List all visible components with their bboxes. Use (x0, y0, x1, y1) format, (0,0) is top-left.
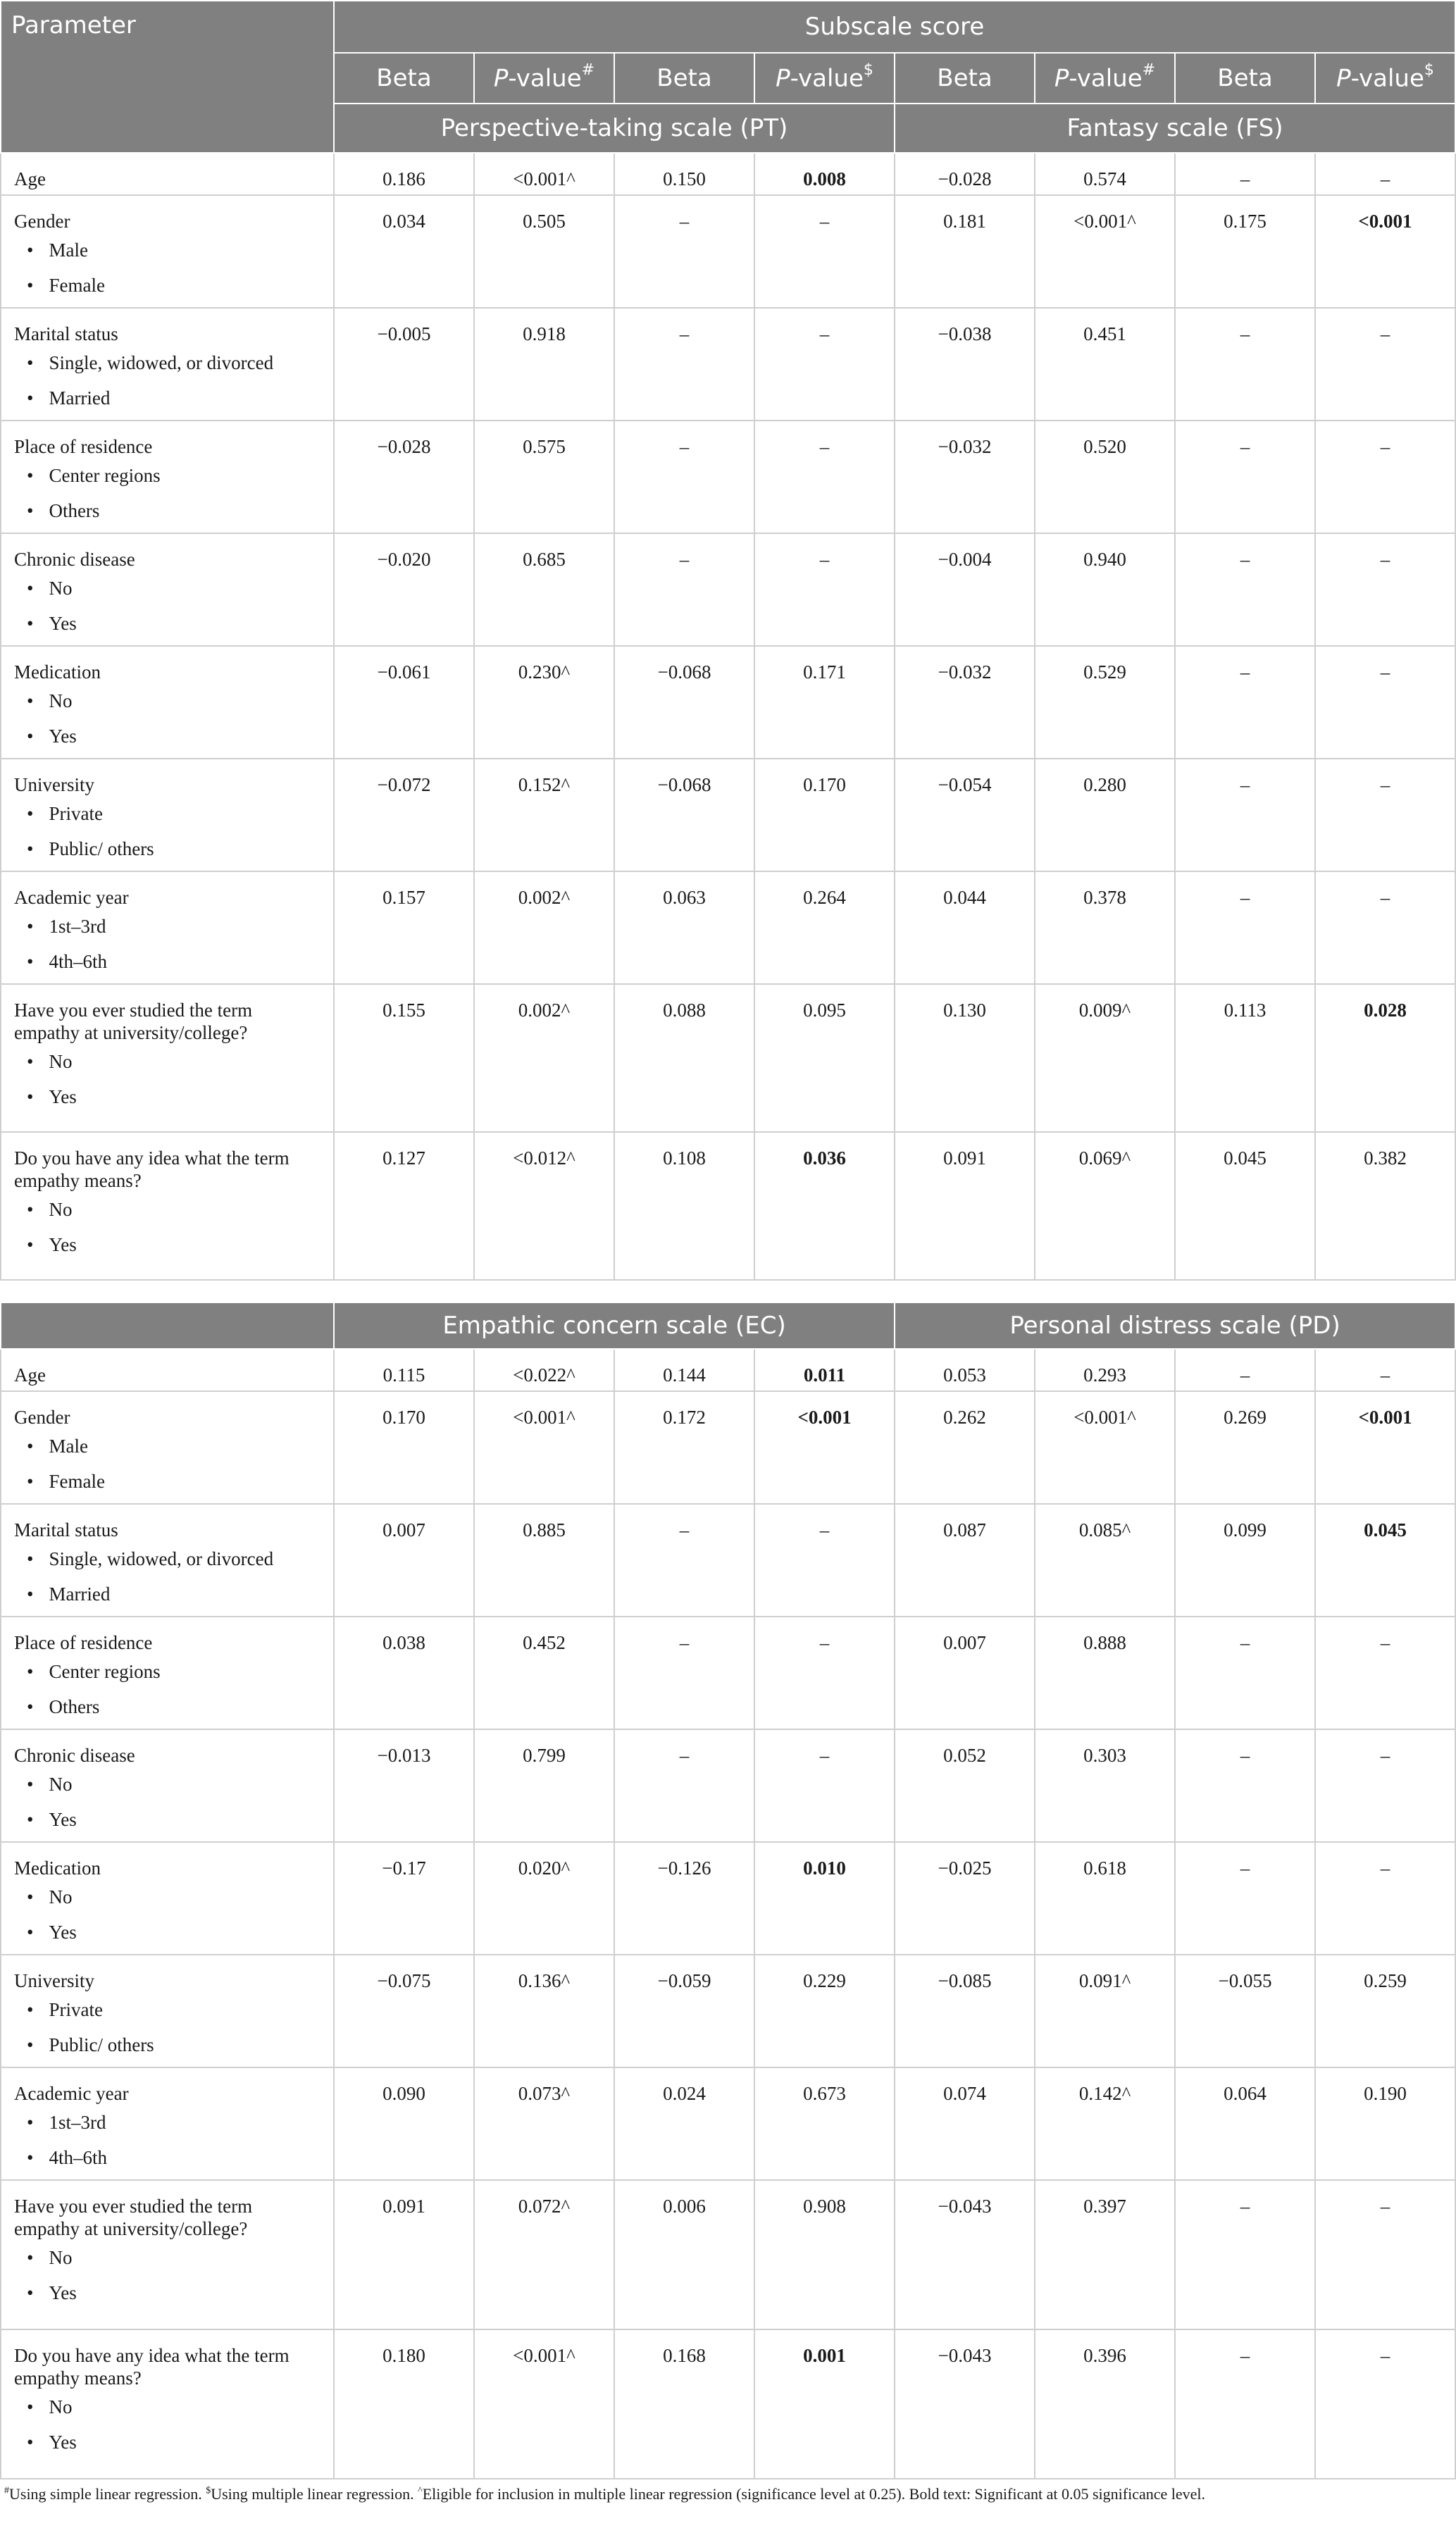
p-value-cell: 0.685 (474, 533, 614, 646)
p-value-cell: 0.397 (1035, 2180, 1175, 2329)
parameter-header: Parameter (1, 1, 334, 153)
parameter-name: Marital status (14, 323, 118, 344)
p-value-cell: 0.091^ (1035, 1955, 1175, 2067)
beta-cell: −0.004 (895, 533, 1035, 646)
beta-cell: −0.068 (614, 759, 754, 871)
beta-cell: – (614, 421, 754, 533)
category-bullet: • Yes (14, 1227, 333, 1262)
p-value-cell: – (1315, 153, 1455, 195)
category-bullet: • Male (14, 232, 333, 268)
regression-table-2 (0, 1302, 1456, 2479)
beta-cell: −0.059 (614, 1955, 754, 2067)
beta-cell: 0.034 (334, 195, 474, 308)
parameter-label-cell (1, 646, 334, 759)
beta-cell: – (1175, 1842, 1315, 1955)
beta-cell: 0.127 (334, 1132, 474, 1280)
p-value-cell: – (1315, 2180, 1455, 2329)
category-bullet: • Center regions (14, 458, 333, 493)
beta-cell: −0.068 (614, 646, 754, 759)
p-value-cell: 0.888 (1035, 1617, 1175, 1729)
beta-header: Beta (1175, 53, 1315, 104)
beta-cell: 0.087 (895, 1504, 1035, 1617)
beta-cell: – (1175, 1729, 1315, 1842)
parameter-label-cell (1, 308, 334, 421)
p-value-cell: 0.230^ (474, 646, 614, 759)
category-bullet: • Others (14, 493, 333, 528)
p-value-cell: 0.452 (474, 1617, 614, 1729)
p-value-simple-header: P-value# (1035, 53, 1175, 104)
table-row (1, 308, 1455, 421)
beta-cell: 0.175 (1175, 195, 1315, 308)
p-value-cell: <0.001^ (474, 1391, 614, 1504)
beta-cell: 0.181 (895, 195, 1035, 308)
category-bullet: • Yes (14, 718, 333, 754)
beta-header: Beta (334, 53, 474, 104)
p-value-cell: – (1315, 871, 1455, 984)
beta-cell: −0.028 (895, 153, 1035, 195)
p-value-cell: 0.190 (1315, 2067, 1455, 2180)
parameter-label-cell (1, 153, 334, 195)
p-value-cell: 0.940 (1035, 533, 1175, 646)
table-row (1, 195, 1455, 308)
beta-cell: – (1175, 871, 1315, 984)
parameter-name: empathy at university/college? (14, 2218, 248, 2239)
p-value-cell: 0.451 (1035, 308, 1175, 421)
beta-cell: 0.144 (614, 1349, 754, 1391)
category-bullet: • Others (14, 1689, 333, 1724)
beta-cell: −0.072 (334, 759, 474, 871)
beta-cell: – (1175, 646, 1315, 759)
beta-cell: 0.130 (895, 984, 1035, 1132)
p-value-cell: – (1315, 2329, 1455, 2479)
p-value-cell: 0.303 (1035, 1729, 1175, 1842)
p-value-cell: 0.618 (1035, 1842, 1175, 1955)
category-bullet: • No (14, 1044, 333, 1079)
parameter-label-cell (1, 1349, 334, 1391)
p-value-cell: <0.001^ (474, 2329, 614, 2479)
parameter-name: University (14, 1970, 94, 1991)
parameter-label-cell (1, 871, 334, 984)
table-row (1, 646, 1455, 759)
beta-cell: 0.038 (334, 1617, 474, 1729)
category-bullet: • Single, widowed, or divorced (14, 1541, 333, 1576)
beta-cell: 0.108 (614, 1132, 754, 1280)
parameter-name: Do you have any idea what the term (14, 2345, 290, 2366)
table-row (1, 1955, 1455, 2067)
table-row (1, 153, 1455, 195)
parameter-name: Academic year (14, 2083, 129, 2104)
p-value-cell: – (1315, 1349, 1455, 1391)
category-bullet: • Male (14, 1429, 333, 1464)
parameter-name: Have you ever studied the term (14, 2196, 253, 2217)
beta-cell: −0.126 (614, 1842, 754, 1955)
p-value-cell: – (1315, 1729, 1455, 1842)
category-bullet: • Public/ others (14, 831, 333, 866)
beta-cell: – (1175, 421, 1315, 533)
parameter-label-cell (1, 1391, 334, 1504)
category-bullet: • No (14, 683, 333, 718)
category-bullet: • Female (14, 1464, 333, 1499)
beta-cell: −0.028 (334, 421, 474, 533)
category-bullet: • No (14, 1879, 333, 1915)
beta-cell: – (1175, 759, 1315, 871)
table-row (1, 2067, 1455, 2180)
beta-cell: 0.091 (895, 1132, 1035, 1280)
beta-cell: −0.054 (895, 759, 1035, 871)
beta-cell: 0.113 (1175, 984, 1315, 1132)
beta-cell: – (614, 308, 754, 421)
beta-cell: – (614, 1504, 754, 1617)
parameter-name: Age (14, 168, 46, 189)
table-1-body (1, 153, 1455, 1280)
p-value-cell: 0.008 (754, 153, 895, 195)
p-value-cell: <0.001^ (1035, 195, 1175, 308)
parameter-label-cell (1, 2067, 334, 2180)
p-value-cell: 0.918 (474, 308, 614, 421)
parameter-name: Medication (14, 1857, 101, 1879)
p-value-simple-header: P-value# (474, 53, 614, 104)
p-value-cell: 0.529 (1035, 646, 1175, 759)
beta-cell: −0.055 (1175, 1955, 1315, 2067)
parameter-label-cell (1, 1617, 334, 1729)
beta-cell: 0.269 (1175, 1391, 1315, 1504)
p-value-cell: – (1315, 646, 1455, 759)
p-value-cell: – (754, 1729, 895, 1842)
beta-cell: 0.170 (334, 1391, 474, 1504)
beta-cell: 0.053 (895, 1349, 1035, 1391)
p-value-cell: 0.152^ (474, 759, 614, 871)
beta-cell: 0.155 (334, 984, 474, 1132)
table-row (1, 984, 1455, 1132)
p-value-cell: – (1315, 421, 1455, 533)
p-value-cell: 0.136^ (474, 1955, 614, 2067)
p-value-cell: <0.012^ (474, 1132, 614, 1280)
p-value-cell: 0.002^ (474, 871, 614, 984)
p-value-cell: <0.001^ (474, 153, 614, 195)
parameter-label-cell (1, 759, 334, 871)
beta-cell: −0.043 (895, 2329, 1035, 2479)
beta-cell: 0.045 (1175, 1132, 1315, 1280)
parameter-label-cell (1, 533, 334, 646)
p-value-cell: – (754, 1504, 895, 1617)
p-value-cell: 0.036 (754, 1132, 895, 1280)
beta-cell: – (1175, 2329, 1315, 2479)
beta-cell: 0.088 (614, 984, 754, 1132)
table-2-body (1, 1349, 1455, 2479)
parameter-name: Gender (14, 1407, 70, 1428)
p-value-cell: – (754, 308, 895, 421)
p-value-cell: 0.069^ (1035, 1132, 1175, 1280)
category-bullet: • No (14, 1767, 333, 1802)
p-value-cell: – (1315, 1617, 1455, 1729)
scale-ec-header: Empathic concern scale (EC) (334, 1302, 895, 1349)
p-value-cell: 0.011 (754, 1349, 895, 1391)
beta-cell: −0.17 (334, 1842, 474, 1955)
beta-cell: – (614, 533, 754, 646)
beta-cell: 0.007 (895, 1617, 1035, 1729)
beta-cell: −0.025 (895, 1842, 1035, 1955)
table-row (1, 1391, 1455, 1504)
p-value-cell: 0.293 (1035, 1349, 1175, 1391)
beta-cell: 0.090 (334, 2067, 474, 2180)
beta-cell: – (1175, 1349, 1315, 1391)
beta-cell: – (1175, 2180, 1315, 2329)
beta-cell: 0.186 (334, 153, 474, 195)
table-row (1, 759, 1455, 871)
p-value-cell: 0.259 (1315, 1955, 1455, 2067)
parameter-name: University (14, 774, 94, 795)
beta-cell: 0.064 (1175, 2067, 1315, 2180)
beta-cell: 0.115 (334, 1349, 474, 1391)
p-value-cell: <0.001 (1315, 1391, 1455, 1504)
p-value-cell: <0.001^ (1035, 1391, 1175, 1504)
beta-cell: 0.262 (895, 1391, 1035, 1504)
table-row (1, 1729, 1455, 1842)
parameter-name: Chronic disease (14, 1745, 135, 1766)
p-value-cell: 0.520 (1035, 421, 1175, 533)
p-value-cell: – (1315, 759, 1455, 871)
category-bullet: • No (14, 1192, 333, 1227)
beta-cell: −0.038 (895, 308, 1035, 421)
p-value-cell: – (754, 421, 895, 533)
scale-pd-header: Personal distress scale (PD) (895, 1302, 1455, 1349)
category-bullet: • 4th–6th (14, 2140, 333, 2175)
beta-cell: 0.099 (1175, 1504, 1315, 1617)
beta-cell: – (1175, 533, 1315, 646)
beta-cell: 0.157 (334, 871, 474, 984)
parameter-label-cell (1, 195, 334, 308)
p-value-cell: <0.001 (754, 1391, 895, 1504)
beta-cell: 0.168 (614, 2329, 754, 2479)
p-value-cell: 0.908 (754, 2180, 895, 2329)
parameter-name: Medication (14, 661, 101, 683)
category-bullet: • Married (14, 380, 333, 416)
p-value-cell: 0.045 (1315, 1504, 1455, 1617)
parameter-name: empathy at university/college? (14, 1022, 248, 1043)
p-value-cell: – (1315, 308, 1455, 421)
beta-header: Beta (895, 53, 1035, 104)
category-bullet: • Yes (14, 1079, 333, 1114)
category-bullet: • Single, widowed, or divorced (14, 345, 333, 380)
beta-cell: 0.007 (334, 1504, 474, 1617)
beta-cell: – (614, 1729, 754, 1842)
category-bullet: • Female (14, 268, 333, 303)
beta-cell: 0.074 (895, 2067, 1035, 2180)
parameter-name: Place of residence (14, 436, 153, 457)
parameter-label-cell (1, 1132, 334, 1280)
p-value-cell: <0.022^ (474, 1349, 614, 1391)
beta-cell: −0.085 (895, 1955, 1035, 2067)
parameter-label-cell (1, 2329, 334, 2479)
beta-cell: −0.043 (895, 2180, 1035, 2329)
parameter-name: Academic year (14, 887, 129, 908)
parameter-name: empathy means? (14, 2367, 142, 2389)
p-value-cell: 0.009^ (1035, 984, 1175, 1132)
table-row (1, 1349, 1455, 1391)
beta-cell: – (614, 195, 754, 308)
p-value-cell: 0.280 (1035, 759, 1175, 871)
category-bullet: • Public/ others (14, 2027, 333, 2062)
empty-header-cell (1, 1302, 334, 1349)
parameter-label-cell (1, 1842, 334, 1955)
p-value-cell: 0.382 (1315, 1132, 1455, 1280)
table-row (1, 1842, 1455, 1955)
beta-cell: −0.032 (895, 421, 1035, 533)
table-row (1, 533, 1455, 646)
p-value-cell: 0.170 (754, 759, 895, 871)
beta-cell: – (1175, 153, 1315, 195)
p-value-cell: 0.673 (754, 2067, 895, 2180)
category-bullet: • Center regions (14, 1654, 333, 1689)
category-bullet: • Married (14, 1576, 333, 1612)
p-value-cell: <0.001 (1315, 195, 1455, 308)
beta-header: Beta (614, 53, 754, 104)
p-value-cell: 0.505 (474, 195, 614, 308)
p-value-cell: 0.171 (754, 646, 895, 759)
p-value-multiple-header: P-value$ (1315, 53, 1455, 104)
p-value-multiple-header: P-value$ (754, 53, 895, 104)
p-value-cell: – (1315, 533, 1455, 646)
footnote: #Using simple linear regression. $Using multiple linear regression. ^Eligible for inclusion in multiple linear regression (significance level at 0.25). Bold text: Significant at 0.05 significance level. (4, 2485, 1206, 2503)
beta-cell: −0.013 (334, 1729, 474, 1842)
scale-pt-header: Perspective-taking scale (PT) (334, 104, 895, 153)
beta-cell: 0.172 (614, 1391, 754, 1504)
beta-cell: −0.005 (334, 308, 474, 421)
scale-fs-header: Fantasy scale (FS) (895, 104, 1455, 153)
p-value-cell: 0.574 (1035, 153, 1175, 195)
table-row (1, 2180, 1455, 2329)
parameter-label-cell (1, 1504, 334, 1617)
beta-cell: 0.180 (334, 2329, 474, 2479)
beta-cell: 0.006 (614, 2180, 754, 2329)
p-value-cell: – (754, 1617, 895, 1729)
category-bullet: • 1st–3rd (14, 909, 333, 944)
category-bullet: • 1st–3rd (14, 2105, 333, 2140)
p-value-cell: 0.229 (754, 1955, 895, 2067)
parameter-name: Marital status (14, 1519, 118, 1541)
p-value-cell: 0.885 (474, 1504, 614, 1617)
subscale-score-header: Subscale score (334, 1, 1455, 53)
p-value-cell: 0.073^ (474, 2067, 614, 2180)
category-bullet: • Yes (14, 1802, 333, 1837)
p-value-cell: – (1315, 1842, 1455, 1955)
table-row (1, 1617, 1455, 1729)
parameter-label-cell (1, 984, 334, 1132)
beta-cell: −0.061 (334, 646, 474, 759)
table-row (1, 1504, 1455, 1617)
p-value-cell: 0.085^ (1035, 1504, 1175, 1617)
beta-cell: 0.091 (334, 2180, 474, 2329)
category-bullet: • Yes (14, 1915, 333, 1950)
category-bullet: • Yes (14, 2275, 333, 2310)
beta-cell: −0.075 (334, 1955, 474, 2067)
category-bullet: • No (14, 2240, 333, 2275)
p-value-cell: 0.001 (754, 2329, 895, 2479)
category-bullet: • Private (14, 1992, 333, 2027)
beta-cell: – (1175, 1617, 1315, 1729)
p-value-cell: 0.575 (474, 421, 614, 533)
table-row (1, 871, 1455, 984)
p-value-cell: – (754, 533, 895, 646)
parameter-label-cell (1, 421, 334, 533)
beta-cell: – (1175, 308, 1315, 421)
parameter-name: empathy means? (14, 1170, 142, 1191)
beta-cell: 0.150 (614, 153, 754, 195)
parameter-name: Gender (14, 211, 70, 232)
p-value-cell: 0.095 (754, 984, 895, 1132)
p-value-cell: 0.072^ (474, 2180, 614, 2329)
table-row (1, 1132, 1455, 1280)
p-value-cell: 0.002^ (474, 984, 614, 1132)
table-row (1, 2329, 1455, 2479)
p-value-cell: 0.010 (754, 1842, 895, 1955)
p-value-cell: 0.028 (1315, 984, 1455, 1132)
table-row (1, 421, 1455, 533)
beta-cell: 0.063 (614, 871, 754, 984)
category-bullet: • Private (14, 796, 333, 831)
beta-cell: −0.032 (895, 646, 1035, 759)
category-bullet: • Yes (14, 606, 333, 641)
p-value-cell: 0.378 (1035, 871, 1175, 984)
parameter-label-cell (1, 2180, 334, 2329)
beta-cell: 0.044 (895, 871, 1035, 984)
parameter-name: Age (14, 1364, 46, 1386)
parameter-name: Do you have any idea what the term (14, 1147, 290, 1169)
parameter-label-cell (1, 1955, 334, 2067)
parameter-name: Have you ever studied the term (14, 1000, 253, 1021)
category-bullet: • No (14, 2389, 333, 2425)
beta-cell: 0.024 (614, 2067, 754, 2180)
p-value-cell: – (754, 195, 895, 308)
parameter-name: Place of residence (14, 1632, 153, 1653)
parameter-label-cell (1, 1729, 334, 1842)
p-value-cell: 0.799 (474, 1729, 614, 1842)
beta-cell: – (614, 1617, 754, 1729)
parameter-name: Chronic disease (14, 549, 135, 570)
category-bullet: • 4th–6th (14, 944, 333, 979)
p-value-cell: 0.264 (754, 871, 895, 984)
p-value-cell: 0.020^ (474, 1842, 614, 1955)
category-bullet: • No (14, 571, 333, 606)
category-bullet: • Yes (14, 2425, 333, 2460)
p-value-cell: 0.396 (1035, 2329, 1175, 2479)
beta-cell: 0.052 (895, 1729, 1035, 1842)
beta-cell: −0.020 (334, 533, 474, 646)
p-value-cell: 0.142^ (1035, 2067, 1175, 2180)
